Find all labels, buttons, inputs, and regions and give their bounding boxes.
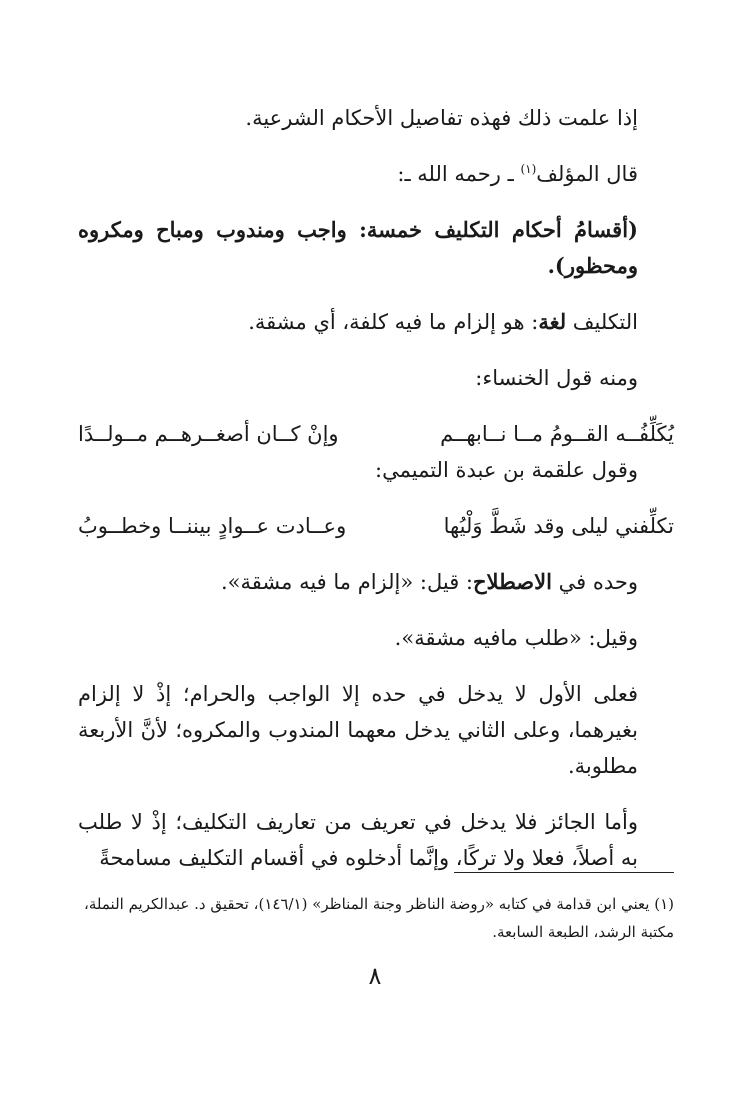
footnote: (١) يعني ابن قدامة في كتابه «روضة الناظر وجنة المناظر» (١٤٦/١)، تحقيق د. عبدالكريم النملة، مكتبة الرشد، الطبعة السابعة. <box>84 895 674 941</box>
verse-2-first-hemistich: تكلِّفني ليلى وقد شَطَّ وَلْيُها <box>443 514 674 538</box>
linguistic-definition: التكليف لغة: هو إلزام ما فيه كلفة، أي مشقة. <box>248 309 638 334</box>
first-definition-scope: فعلى الأول لا يدخل في حده إلا الواجب والحرام؛ إذْ لا إلزام بغيرهما، وعلى الثاني يدخل معهما المندوب والمكروه؛ لأنَّ الأربعة مطلوبة. <box>78 682 638 778</box>
verse-1-second-hemistich: وإنْ كــان أصغــرهــم مــولــدًا <box>78 422 339 446</box>
author-said: قال المؤلف$^{(١)}$ ـ رحمه الله ـ: <box>397 162 638 186</box>
permissible-paragraph: وأما الجائز فلا يدخل في تعريف من تعاريف التكليف؛ إذْ لا طلب به أصلاً، فعلا ولا تركًا، وإنَّما أدخلوه في أقسام التكليف مسامحةً <box>78 810 638 870</box>
main-text <box>78 100 674 876</box>
khansa-intro: ومنه قول الخنساء: <box>475 366 638 390</box>
verse-2-second-hemistich: وعــادت عــوادٍ بيننــا وخطــوبُ <box>78 514 347 538</box>
technical-definition: وحده في الاصطلاح: قيل: «إلزام ما فيه مشقة». <box>221 569 638 594</box>
matn-paragraph: (أقسامُ أحكام التكليف خمسة: واجب ومندوب ومباح ومكروه ومحظور). <box>78 217 638 278</box>
alqama-intro: وقول علقمة بن عبدة التميمي: <box>375 458 638 482</box>
intro-paragraph: إذا علمت ذلك فهذه تفاصيل الأحكام الشرعية. <box>245 106 638 130</box>
footnote-ref[interactable]: (١) <box>520 162 537 176</box>
second-definition: وقيل: «طلب مافيه مشقة». <box>394 626 638 650</box>
verse-line-2 <box>78 508 674 544</box>
page-number: ٨ <box>368 962 382 990</box>
footnote-separator <box>454 872 674 873</box>
verse-1-first-hemistich: يُكَلِّفُــه القــومُ مــا نــابهــم <box>440 422 674 446</box>
verse-line-1 <box>78 416 674 452</box>
